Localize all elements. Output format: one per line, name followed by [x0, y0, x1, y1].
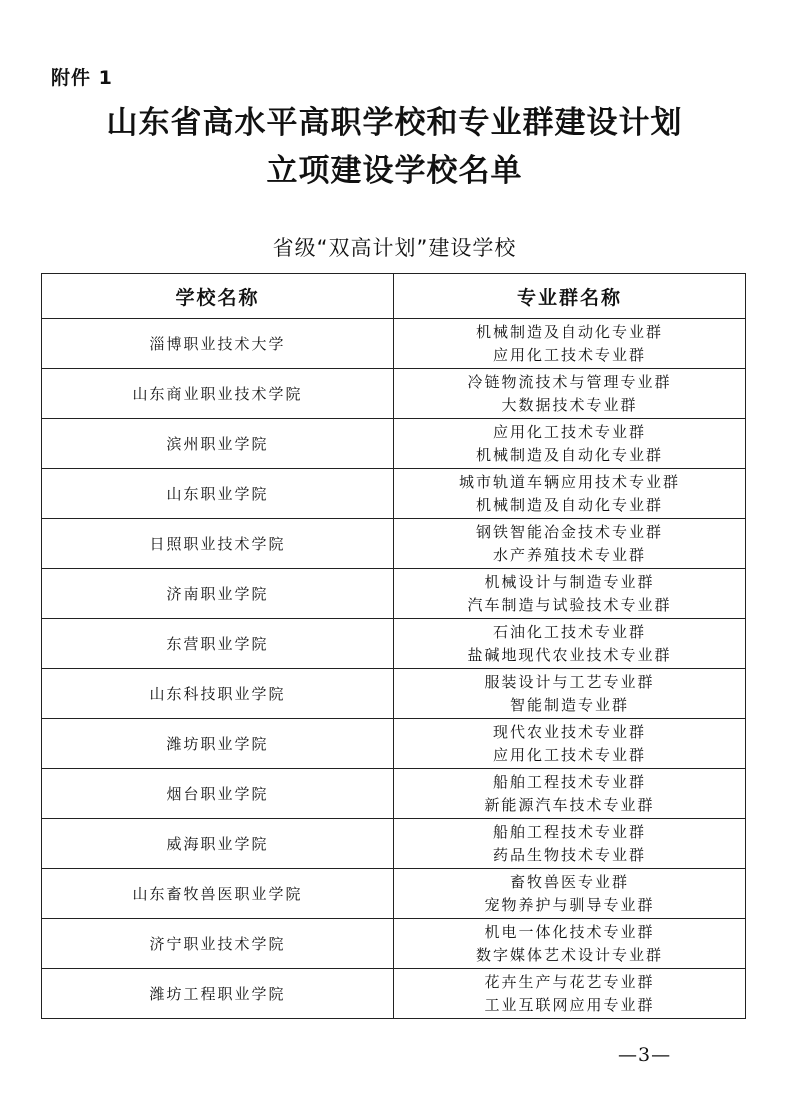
- school-name-cell: 东营职业学院: [42, 619, 394, 669]
- program-group-name: 畜牧兽医专业群: [509, 872, 629, 891]
- page-number: —3—: [618, 1044, 672, 1066]
- table-row: [42, 319, 746, 369]
- program-group-name: 大数据技术专业群: [501, 395, 638, 414]
- table-row: [42, 569, 746, 619]
- document-title-line-1: 山东省高水平高职学校和专业群建设计划: [106, 105, 683, 141]
- school-name-cell: 山东职业学院: [42, 469, 394, 519]
- table-row: [42, 969, 746, 1019]
- school-name-cell: 济宁职业技术学院: [42, 919, 394, 969]
- school-name-cell: 山东科技职业学院: [42, 669, 394, 719]
- program-groups-cell: [394, 519, 746, 569]
- table-row: [42, 919, 746, 969]
- school-name-cell: 威海职业学院: [42, 819, 394, 869]
- program-groups-cell: [394, 619, 746, 669]
- school-name-cell: 潍坊工程职业学院: [42, 969, 394, 1019]
- program-group-name: 应用化工技术专业群: [492, 745, 646, 764]
- table-body: [42, 319, 746, 1019]
- program-groups-cell: [394, 719, 746, 769]
- program-groups-cell: [394, 469, 746, 519]
- table-row: [42, 869, 746, 919]
- program-groups-cell: [394, 869, 746, 919]
- program-group-name: 机械设计与制造专业群: [484, 572, 655, 591]
- program-group-name: 汽车制造与试验技术专业群: [467, 595, 672, 614]
- program-group-name: 花卉生产与花艺专业群: [484, 972, 655, 991]
- program-groups-cell: [394, 769, 746, 819]
- program-group-name: 钢铁智能冶金技术专业群: [475, 522, 663, 541]
- table-row: [42, 519, 746, 569]
- attachment-label: 附件 1: [51, 67, 113, 89]
- program-groups-cell: [394, 669, 746, 719]
- program-groups-cell: [394, 419, 746, 469]
- program-group-name: 盐碱地现代农业技术专业群: [467, 645, 672, 664]
- program-group-name: 数字媒体艺术设计专业群: [475, 945, 663, 964]
- program-group-name: 现代农业技术专业群: [492, 722, 646, 741]
- program-group-name: 智能制造专业群: [509, 695, 629, 714]
- program-groups-cell: [394, 819, 746, 869]
- document-title-line-2: 立项建设学校名单: [266, 153, 523, 189]
- table-row: [42, 769, 746, 819]
- school-name-cell: 烟台职业学院: [42, 769, 394, 819]
- school-name-cell: 淄博职业技术大学: [42, 319, 394, 369]
- table-row: [42, 669, 746, 719]
- table-header-row: [42, 274, 746, 319]
- school-name-cell: 日照职业技术学院: [42, 519, 394, 569]
- table-row: [42, 819, 746, 869]
- header-school-name: 学校名称: [42, 274, 394, 319]
- program-group-name: 机电一体化技术专业群: [484, 922, 655, 941]
- program-group-name: 机械制造及自动化专业群: [475, 445, 663, 464]
- program-group-name: 机械制造及自动化专业群: [475, 322, 663, 341]
- school-list-table: [41, 273, 746, 1019]
- program-group-name: 应用化工技术专业群: [492, 422, 646, 441]
- school-name-cell: 潍坊职业学院: [42, 719, 394, 769]
- program-group-name: 船舶工程技术专业群: [492, 822, 646, 841]
- program-group-name: 机械制造及自动化专业群: [475, 495, 663, 514]
- program-group-name: 服装设计与工艺专业群: [484, 672, 655, 691]
- table-subtitle: 省级“双高计划”建设学校: [272, 236, 517, 260]
- table-row: [42, 419, 746, 469]
- program-group-name: 药品生物技术专业群: [492, 845, 646, 864]
- table-row: [42, 369, 746, 419]
- program-group-name: 冷链物流技术与管理专业群: [467, 372, 672, 391]
- table-row: [42, 719, 746, 769]
- program-group-name: 水产养殖技术专业群: [492, 545, 646, 564]
- table-row: [42, 469, 746, 519]
- program-groups-cell: [394, 969, 746, 1019]
- program-group-name: 应用化工技术专业群: [492, 345, 646, 364]
- school-name-cell: 济南职业学院: [42, 569, 394, 619]
- school-name-cell: 山东畜牧兽医职业学院: [42, 869, 394, 919]
- school-name-cell: 滨州职业学院: [42, 419, 394, 469]
- program-group-name: 石油化工技术专业群: [492, 622, 646, 641]
- program-groups-cell: [394, 569, 746, 619]
- program-group-name: 宠物养护与驯导专业群: [484, 895, 655, 914]
- program-groups-cell: [394, 369, 746, 419]
- program-groups-cell: [394, 319, 746, 369]
- program-group-name: 工业互联网应用专业群: [484, 995, 655, 1014]
- header-program-group: 专业群名称: [394, 274, 746, 319]
- program-group-name: 船舶工程技术专业群: [492, 772, 646, 791]
- table-row: [42, 619, 746, 669]
- program-group-name: 新能源汽车技术专业群: [484, 795, 655, 814]
- school-name-cell: 山东商业职业技术学院: [42, 369, 394, 419]
- program-group-name: 城市轨道车辆应用技术专业群: [458, 472, 680, 491]
- program-groups-cell: [394, 919, 746, 969]
